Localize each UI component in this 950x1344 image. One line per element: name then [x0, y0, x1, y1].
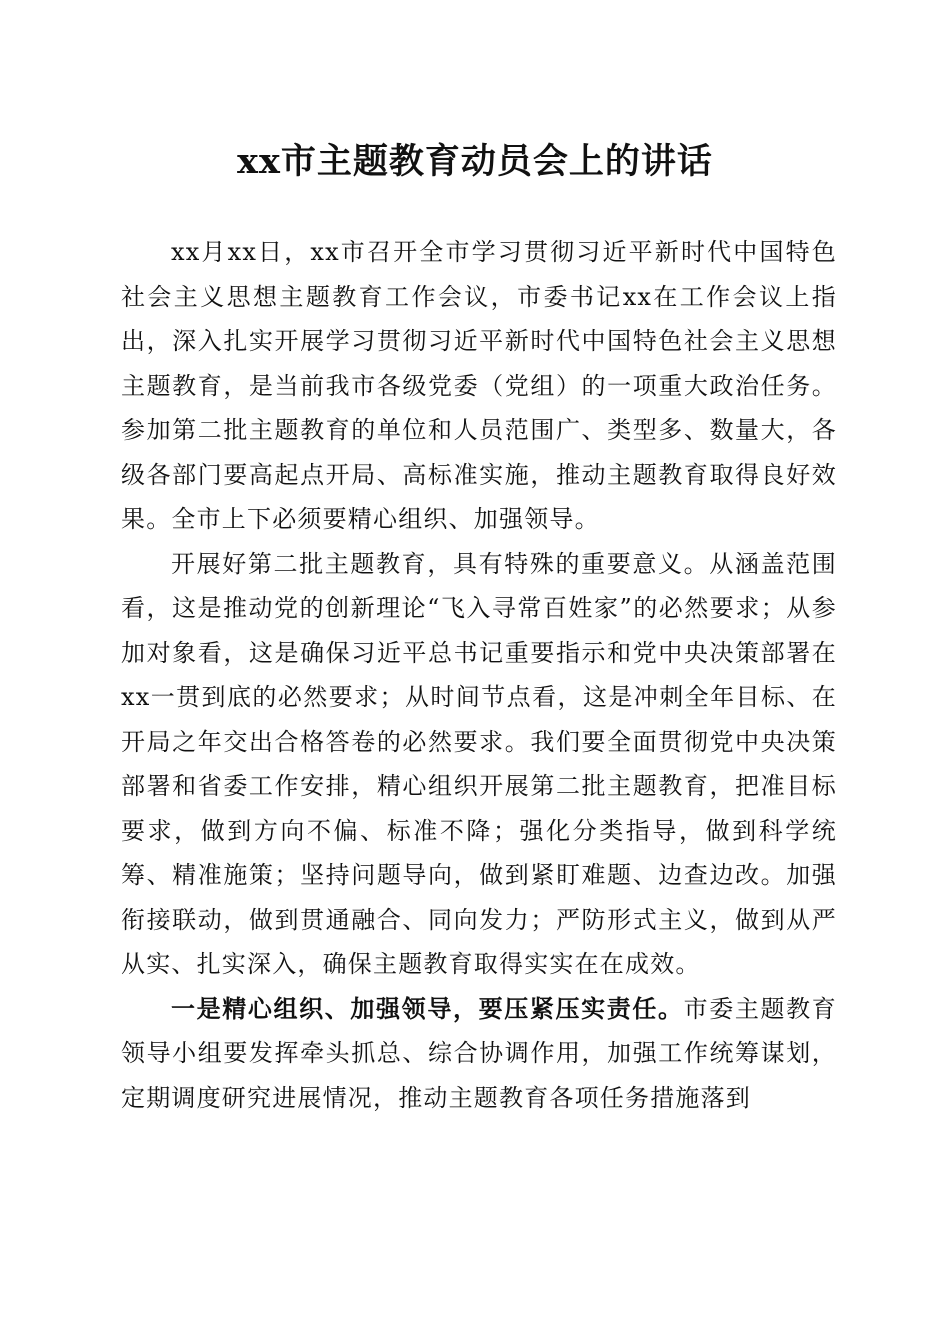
paragraph-3-lead: 一是精心组织、加强领导，要压紧压实责任。 — [171, 993, 684, 1023]
page-title: xx市主题教育动员会上的讲话 — [237, 141, 713, 182]
paragraph-1 — [121, 230, 837, 542]
paragraph-2-text: 开展好第二批主题教育，具有特殊的重要意义。从涵盖范围看，这是推动党的创新理论“飞入寻常百姓家”的必然要求；从参加对象看，这是确保习近平总书记重要指示和党中央决策部署在xx一贯到底的必然要求；从时间节点看，这是冲刺全年目标、在开局之年交出合格答卷的必然要求。我们要全面贯彻党中央决策部署和省委工作安排，精心组织开展第二批主题教育，把准目标要求，做到方向不偏、标准不降；强化分类指导，做到科学统筹、精准施策；坚持问题导向，做到紧盯难题、边查边改。加强衔接联动，做到贯通融合、同向发力；严防形式主义，做到从严从实、扎实深入，确保主题教育取得实实在在成效。 — [121, 549, 837, 978]
paragraph-3 — [121, 987, 837, 1121]
paragraph-1-text: xx月xx日，xx市召开全市学习贯彻习近平新时代中国特色社会主义思想主题教育工作会议，市委书记xx在工作会议上指出，深入扎实开展学习贯彻习近平新时代中国特色社会主义思想主题教育，是当前我市各级党委（党组）的一项重大政治任务。参加第二批主题教育的单位和人员范围广、类型多、数量大，各级各部门要高起点开局、高标准实施，推动主题教育取得良好效果。全市上下必须要精心组织、加强领导。 — [121, 238, 837, 533]
paragraph-2 — [121, 542, 837, 987]
paragraph-3-text: 市委主题教育领导小组要发挥牵头抓总、综合协调作用，加强工作统筹谋划，定期调度研究进展情况，推动主题教育各项任务措施落到 — [121, 994, 837, 1112]
document-body — [121, 230, 837, 1120]
